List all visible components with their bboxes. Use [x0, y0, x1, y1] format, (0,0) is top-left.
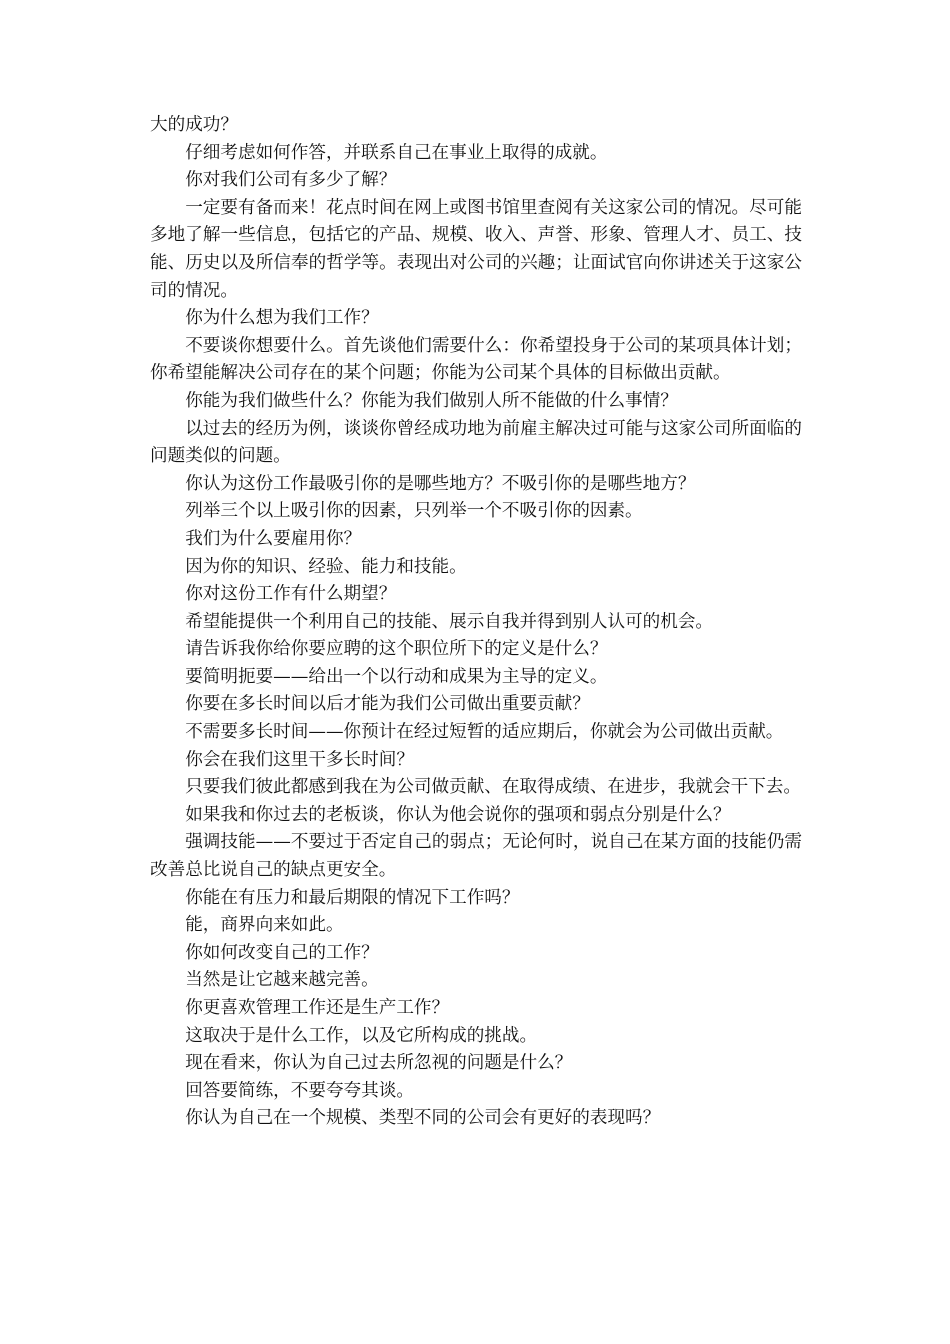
paragraph: 你能为我们做些什么？你能为我们做别人所不能做的什么事情？ — [185, 390, 678, 411]
paragraph: 不要谈你想要什么。首先谈他们需要什么：你希望投身于公司的某项具体计划；你希望能解决公司存在的某个问题；你能为公司某个具体的目标做出贡献。 — [150, 335, 802, 384]
document-body — [150, 112, 802, 1133]
paragraph: 大的成功？ — [150, 115, 238, 135]
paragraph: 你要在多长时间以后才能为我们公司做出重要贡献？ — [185, 694, 590, 715]
paragraph: 一定要有备而来！花点时间在网上或图书馆里查阅有关这家公司的情况。尽可能多地了解一些信息，包括它的产品、规模、收入、声誉、形象、管理人才、员工、技能、历史以及所信奉的哲学等。表现出对公司的兴趣；让面试官向你讲述关于这家公司的情况。 — [150, 197, 802, 301]
paragraph: 当然是让它越来越完善。 — [185, 970, 379, 991]
paragraph: 列举三个以上吸引你的因素，只列举一个不吸引你的因素。 — [185, 501, 643, 522]
paragraph: 强调技能——不要过于否定自己的弱点；无论何时，说自己在某方面的技能仍需改善总比说自己的缺点更安全。 — [150, 832, 802, 881]
paragraph: 你为什么想为我们工作？ — [185, 308, 379, 329]
paragraph: 你认为自己在一个规模、类型不同的公司会有更好的表现吗？ — [185, 1108, 661, 1129]
paragraph: 不需要多长时间——你预计在经过短暂的适应期后，你就会为公司做出贡献。 — [185, 722, 784, 743]
paragraph: 仔细考虑如何作答，并联系自己在事业上取得的成就。 — [185, 142, 608, 163]
paragraph: 现在看来，你认为自己过去所忽视的问题是什么？ — [185, 1053, 573, 1074]
paragraph: 你对这份工作有什么期望？ — [185, 584, 397, 605]
paragraph: 这取决于是什么工作，以及它所构成的挑战。 — [185, 1025, 538, 1046]
paragraph: 你对我们公司有多少了解？ — [185, 170, 397, 191]
paragraph: 要简明扼要——给出一个以行动和成果为主导的定义。 — [185, 666, 608, 687]
paragraph: 我们为什么要雇用你？ — [185, 528, 362, 549]
paragraph: 你如何改变自己的工作？ — [185, 942, 379, 963]
paragraph: 希望能提供一个利用自己的技能、展示自我并得到别人认可的机会。 — [185, 611, 714, 632]
paragraph: 因为你的知识、经验、能力和技能。 — [185, 556, 467, 577]
document-page — [150, 112, 802, 1133]
paragraph: 你认为这份工作最吸引你的是哪些地方？不吸引你的是哪些地方？ — [185, 473, 696, 494]
paragraph: 能，商界向来如此。 — [185, 915, 344, 936]
paragraph: 你会在我们这里干多长时间？ — [185, 749, 414, 770]
paragraph: 回答要简练，不要夸夸其谈。 — [185, 1080, 414, 1101]
paragraph: 只要我们彼此都感到我在为公司做贡献、在取得成绩、在进步，我就会干下去。 — [185, 777, 801, 798]
paragraph: 你能在有压力和最后期限的情况下工作吗？ — [185, 887, 520, 908]
paragraph: 你更喜欢管理工作还是生产工作？ — [185, 998, 450, 1018]
paragraph: 如果我和你过去的老板谈，你认为他会说你的强项和弱点分别是什么？ — [185, 804, 731, 825]
paragraph: 以过去的经历为例，谈谈你曾经成功地为前雇主解决过可能与这家公司所面临的问题类似的问题。 — [150, 418, 802, 467]
paragraph: 请告诉我你给你要应聘的这个职位所下的定义是什么？ — [185, 639, 608, 660]
